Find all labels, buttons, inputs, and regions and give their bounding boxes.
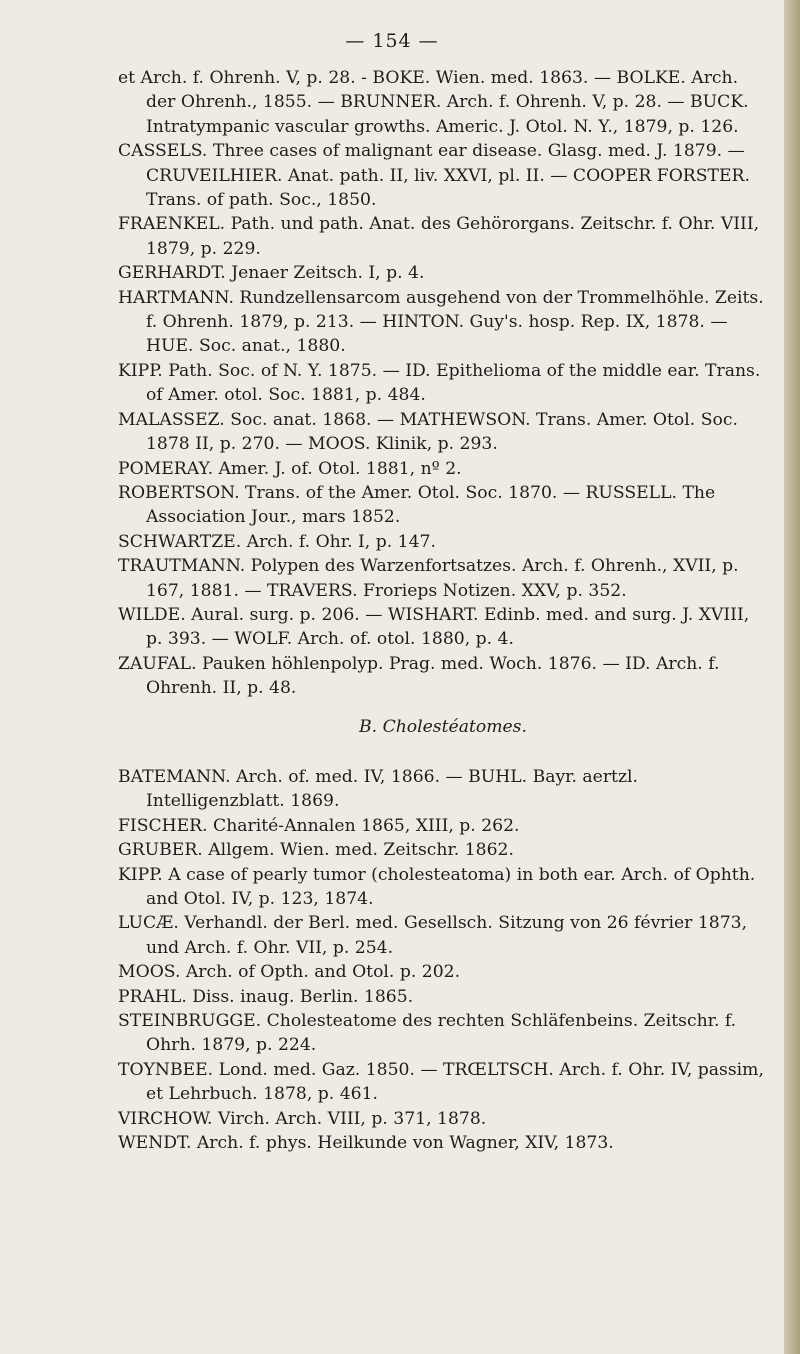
section-a-list (118, 66, 768, 701)
bib-entry: ZAUFAL. Pauken höhlenpolyp. Prag. med. Woch. 1876. — ID. Arch. f. Ohrenh. II, p. 48. (118, 653, 720, 699)
section-b-heading: B. Cholestéatomes. (359, 716, 527, 737)
bib-entry: MOOS. Arch. of Opth. and Otol. p. 202. (118, 962, 461, 983)
bib-entry: KIPP. Path. Soc. of N. Y. 1875. — ID. Epithelioma of the middle ear. Trans. of Amer. otol. Soc. 1881, p. 484. (118, 360, 761, 406)
bib-entry: GERHARDT. Jenaer Zeitsch. I, p. 4. (118, 263, 425, 284)
bib-entry: CASSELS. Three cases of malignant ear disease. Glasg. med. J. 1879. — CRUVEILHIER. Anat. path. II, liv. XXVI, pl. II. — COOPER FORSTER. Trans. of path. Soc., 1850. (118, 141, 750, 211)
bib-entry: KIPP. A case of pearly tumor (cholesteatoma) in both ear. Arch. of Ophth. and Otol. IV, p. 123, 1874. (118, 864, 756, 909)
bib-entry: LUCÆ. Verhandl. der Berl. med. Gesellsch. Sitzung von 26 février 1873, und Arch. f. Ohr. VII, p. 254. (118, 913, 748, 958)
bib-entry: PRAHL. Diss. inaug. Berlin. 1865. (118, 986, 414, 1007)
bibliography (118, 66, 768, 1155)
page-number: — 154 — (345, 30, 439, 52)
bib-entry: WILDE. Aural. surg. p. 206. — WISHART. Edinb. med. and surg. J. XVIII, p. 393. — WOLF. Arch. of. otol. 1880, p. 4. (118, 604, 750, 650)
bib-entry: ROBERTSON. Trans. of the Amer. Otol. Soc. 1870. — RUSSELL. The Association Jour., mars 1852. (118, 482, 716, 528)
bib-entry: BATEMANN. Arch. of. med. IV, 1866. — BUHL. Bayr. aertzl. Intelligenzblatt. 1869. (118, 766, 638, 812)
bib-entry: MALASSEZ. Soc. anat. 1868. — MATHEWSON. Trans. Amer. Otol. Soc. 1878 II, p. 270. — MOOS. Klinik, p. 293. (118, 409, 738, 455)
page-edge (784, 0, 800, 1354)
bib-entry: SCHWARTZE. Arch. f. Ohr. I, p. 147. (118, 531, 436, 552)
bib-entry: HARTMANN. Rundzellensarcom ausgehend von der Trommelhöhle. Zeits. f. Ohrenh. 1879, p. 213. — HINTON. Guy's. hosp. Rep. IX, 1878. — HUE. Soc. anat., 1880. (118, 287, 764, 357)
bib-entry: GRUBER. Allgem. Wien. med. Zeitschr. 1862. (118, 840, 514, 861)
bib-entry: TRAUTMANN. Polypen des Warzenfortsatzes. Arch. f. Ohrenh., XVII, p. 167, 1881. — TRAVERS. Frorieps Notizen. XXV, p. 352. (118, 556, 739, 601)
section-b-list (118, 765, 768, 1156)
bib-entry: WENDT. Arch. f. phys. Heilkunde von Wagner, XIV, 1873. (118, 1133, 614, 1154)
bib-entry: POMERAY. Amer. J. of. Otol. 1881, nº 2. (118, 458, 462, 479)
bib-entry: FISCHER. Charité-Annalen 1865, XIII, p. 262. (118, 815, 520, 836)
bib-entry: FRAENKEL. Path. und path. Anat. des Gehörorgans. Zeitschr. f. Ohr. VIII, 1879, p. 229. (118, 214, 760, 259)
bib-entry: STEINBRUGGE. Cholesteatome des rechten Schläfenbeins. Zeitschr. f. Ohrh. 1879, p. 224. (118, 1011, 737, 1056)
bib-entry: TOYNBEE. Lond. med. Gaz. 1850. — TRŒLTSCH. Arch. f. Ohr. IV, passim, et Lehrbuch. 1878, p. 461. (118, 1059, 764, 1105)
bib-entry: VIRCHOW. Virch. Arch. VIII, p. 371, 1878. (118, 1108, 487, 1129)
bib-entry: et Arch. f. Ohrenh. V, p. 28. - BOKE. Wien. med. 1863. — BOLKE. Arch. der Ohrenh., 1855. — BRUNNER. Arch. f. Ohrenh. V, p. 28. — BUCK. Intratympanic vascular growths. Americ. J. Otol. N. Y., 1879, p. 126. (118, 68, 749, 137)
